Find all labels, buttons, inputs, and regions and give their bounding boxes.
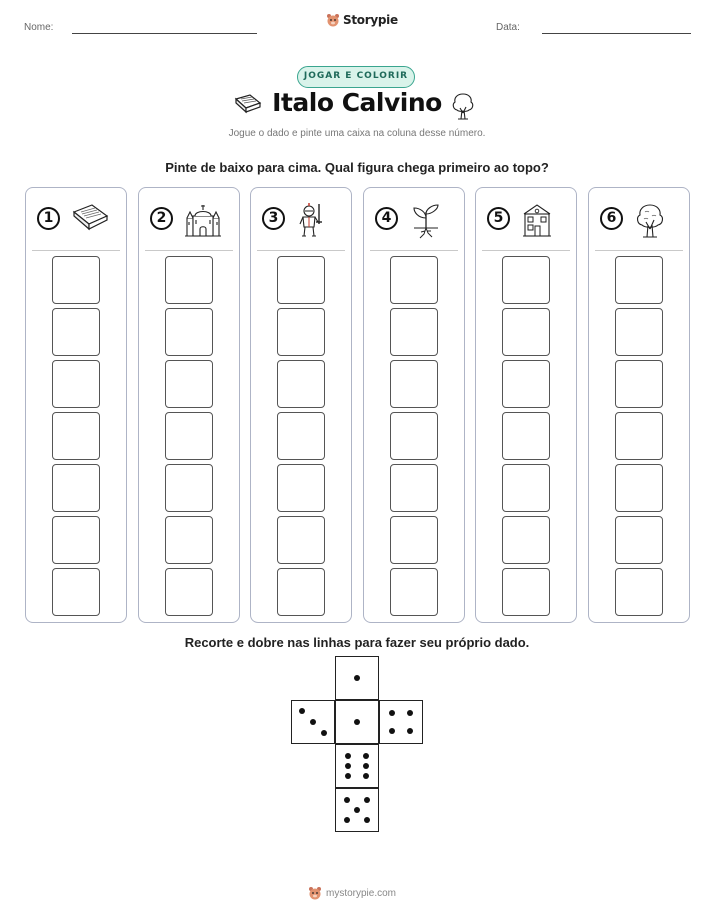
pip [363, 773, 369, 779]
color-box[interactable] [165, 464, 213, 512]
color-box[interactable] [502, 360, 550, 408]
color-box[interactable] [615, 360, 663, 408]
tree-icon [633, 202, 667, 244]
color-box[interactable] [165, 308, 213, 356]
color-box[interactable] [277, 516, 325, 564]
knight-icon [295, 202, 329, 242]
color-box[interactable] [277, 464, 325, 512]
column-2 [138, 187, 240, 623]
storypie-logo [326, 13, 398, 27]
color-box[interactable] [390, 256, 438, 304]
subtitle: Jogue o dado e pinte uma caixa na coluna desse número. [228, 128, 486, 139]
pip [364, 817, 370, 823]
pip [310, 719, 316, 725]
color-box[interactable] [390, 516, 438, 564]
sprout-icon [408, 202, 444, 244]
brand-name: Storypie [343, 13, 398, 27]
number-circle: 2 [150, 207, 173, 230]
color-box[interactable] [52, 568, 100, 616]
pip [389, 710, 395, 716]
color-box[interactable] [615, 308, 663, 356]
color-box[interactable] [502, 412, 550, 460]
footer [308, 886, 396, 900]
column-header [476, 188, 576, 250]
color-box[interactable] [52, 412, 100, 460]
number-circle: 3 [262, 207, 285, 230]
pip [344, 797, 350, 803]
bear-mascot-icon [326, 13, 340, 27]
pip [345, 753, 351, 759]
number-circle: 1 [37, 207, 60, 230]
color-box[interactable] [165, 412, 213, 460]
color-box[interactable] [390, 568, 438, 616]
color-box[interactable] [502, 568, 550, 616]
color-box[interactable] [615, 464, 663, 512]
die-face-center [335, 700, 379, 744]
column-divider [595, 250, 683, 251]
number-circle: 4 [375, 207, 398, 230]
color-box[interactable] [502, 516, 550, 564]
column-divider [257, 250, 345, 251]
color-box[interactable] [165, 360, 213, 408]
instruction-bottom: Recorte e dobre nas linhas para fazer seu próprio dado. [184, 635, 530, 650]
color-box[interactable] [502, 464, 550, 512]
column-5 [475, 187, 577, 623]
column-header [139, 188, 239, 250]
column-divider [370, 250, 458, 251]
color-box[interactable] [52, 464, 100, 512]
pip [363, 763, 369, 769]
column-header [589, 188, 689, 250]
color-box[interactable] [165, 516, 213, 564]
die-face-bottom [335, 788, 379, 832]
number-circle: 5 [487, 207, 510, 230]
die-face-lower [335, 744, 379, 788]
color-box[interactable] [277, 360, 325, 408]
activity-badge: JOGAR E COLORIR [297, 66, 415, 88]
book-icon [70, 202, 110, 238]
number-circle: 6 [600, 207, 623, 230]
column-4 [363, 187, 465, 623]
column-3 [250, 187, 352, 623]
color-box[interactable] [615, 568, 663, 616]
column-6 [588, 187, 690, 623]
column-divider [145, 250, 233, 251]
name-label: Nome: [24, 22, 54, 33]
pip [407, 728, 413, 734]
color-box[interactable] [615, 516, 663, 564]
color-box[interactable] [52, 256, 100, 304]
pip [364, 797, 370, 803]
instruction-top: Pinte de baixo para cima. Qual figura chega primeiro ao topo? [165, 160, 549, 175]
pip [363, 753, 369, 759]
pip [389, 728, 395, 734]
color-box[interactable] [390, 412, 438, 460]
color-box[interactable] [277, 308, 325, 356]
pip [321, 730, 327, 736]
name-line [72, 33, 257, 34]
die-face-right [379, 700, 423, 744]
color-box[interactable] [615, 256, 663, 304]
column-1 [25, 187, 127, 623]
color-box[interactable] [390, 360, 438, 408]
color-box[interactable] [52, 308, 100, 356]
color-box[interactable] [52, 360, 100, 408]
page-title: Italo Calvino [272, 88, 442, 117]
worksheet-header [0, 13, 714, 40]
color-box[interactable] [277, 568, 325, 616]
pip [299, 708, 305, 714]
date-line [542, 33, 691, 34]
column-divider [32, 250, 120, 251]
color-box[interactable] [390, 464, 438, 512]
color-box[interactable] [502, 308, 550, 356]
column-header [364, 188, 464, 250]
castle-icon [183, 202, 223, 242]
pip [354, 807, 360, 813]
die-face-top [335, 656, 379, 700]
column-header [26, 188, 126, 250]
color-box[interactable] [52, 516, 100, 564]
pip [407, 710, 413, 716]
house-icon [520, 202, 554, 242]
color-box[interactable] [165, 256, 213, 304]
color-box[interactable] [277, 412, 325, 460]
pip [354, 719, 360, 725]
die-face-left [291, 700, 335, 744]
color-box[interactable] [165, 568, 213, 616]
bear-mascot-icon [308, 886, 322, 900]
footer-url[interactable]: mystorypie.com [326, 887, 397, 899]
color-box[interactable] [615, 412, 663, 460]
color-box[interactable] [390, 308, 438, 356]
column-header [251, 188, 351, 250]
color-box[interactable] [502, 256, 550, 304]
pip [344, 817, 350, 823]
pip [345, 763, 351, 769]
tree-icon [450, 91, 476, 125]
color-box[interactable] [277, 256, 325, 304]
pip [354, 675, 360, 681]
pip [345, 773, 351, 779]
date-label: Data: [496, 22, 520, 33]
column-divider [482, 250, 570, 251]
